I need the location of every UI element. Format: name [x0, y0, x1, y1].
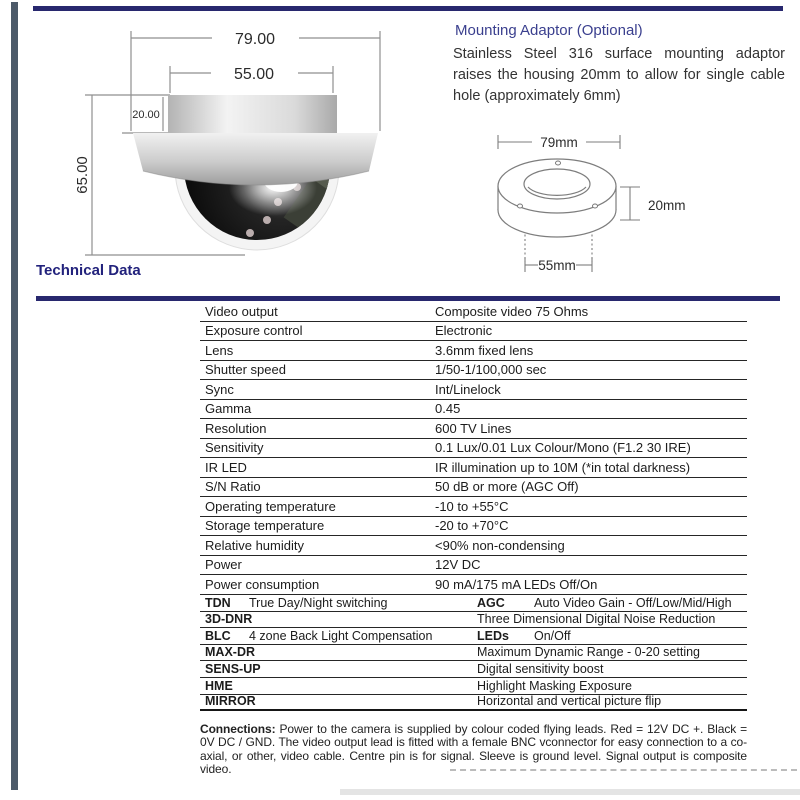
feature-desc: Digital sensitivity boost — [477, 661, 604, 676]
feat-right — [472, 694, 747, 709]
spec-row — [200, 341, 747, 361]
camera-dim-55: 55.00 — [233, 66, 275, 83]
specs-table — [200, 302, 747, 595]
feat-right — [472, 596, 747, 611]
spec-row — [200, 517, 747, 537]
camera-dim-65: 65.00 — [74, 156, 91, 194]
adaptor-dimension-diagram — [452, 122, 712, 287]
technical-data-divider-rule — [36, 296, 780, 301]
spec-row — [200, 575, 747, 595]
spec-row — [200, 419, 747, 439]
camera-dimension-diagram — [60, 18, 400, 268]
feature-row — [200, 612, 747, 629]
spec-row — [200, 556, 747, 576]
spec-row — [200, 400, 747, 420]
left-accent-bar — [11, 2, 18, 790]
top-divider-rule — [33, 6, 783, 11]
spec-row — [200, 497, 747, 517]
feature-abbr: LEDs — [477, 628, 509, 643]
spec-value: 600 TV Lines — [435, 420, 512, 436]
spec-row — [200, 536, 747, 556]
spec-label: Storage temperature — [205, 518, 325, 533]
feature-abbr: SENS-UP — [205, 661, 261, 676]
feature-desc: Highlight Masking Exposure — [477, 678, 632, 693]
feat-left — [200, 612, 472, 627]
spec-label: Shutter speed — [205, 362, 286, 377]
feature-row — [200, 628, 747, 645]
spec-label: Resolution — [205, 420, 267, 436]
feature-desc: 4 zone Back Light Compensation — [249, 628, 433, 643]
spec-row — [200, 458, 747, 478]
spec-label: Power — [205, 557, 242, 572]
feature-abbr: AGC — [477, 595, 505, 610]
feature-row — [200, 678, 747, 695]
spec-value: 1/50-1/100,000 sec — [435, 362, 547, 377]
feature-desc: Maximum Dynamic Range - 0-20 setting — [477, 645, 700, 660]
feat-right — [472, 662, 747, 677]
mounting-adaptor-description: Stainless Steel 316 surface mounting adaptor raises the housing 20mm to allow for single cable hole (approximately 6mm) — [453, 46, 785, 105]
adaptor-dim-20mm: 20mm — [648, 198, 686, 213]
feat-left — [200, 694, 472, 709]
spec-label: Sync — [205, 381, 234, 397]
feature-abbr: HME — [205, 678, 233, 693]
spec-label: Relative humidity — [205, 537, 304, 553]
spec-value: -10 to +55°C — [435, 498, 509, 514]
features-table — [200, 595, 747, 711]
spec-value: 0.1 Lux/0.01 Lux Colour/Mono (F1.2 30 IRE) — [435, 440, 691, 455]
feature-desc: Auto Video Gain - Off/Low/Mid/High — [534, 595, 732, 610]
feature-row — [200, 695, 747, 712]
spec-label: Gamma — [205, 401, 252, 416]
adaptor-ring — [498, 159, 616, 237]
feature-desc: True Day/Night switching — [249, 595, 388, 610]
scan-artifact-bottom-line — [340, 789, 800, 795]
feature-abbr: MAX-DR — [205, 645, 255, 660]
spec-label: Exposure control — [205, 323, 303, 338]
spec-label: Video output — [205, 303, 278, 319]
spec-label: Operating temperature — [205, 498, 336, 514]
feature-row — [200, 645, 747, 662]
connections-label: Connections: — [200, 722, 276, 736]
mounting-adaptor-title: Mounting Adaptor (Optional) — [455, 22, 643, 39]
camera-body — [133, 95, 378, 250]
feature-row — [200, 595, 747, 612]
spec-label: Sensitivity — [205, 440, 264, 455]
spec-row — [200, 361, 747, 381]
feat-right — [472, 629, 747, 644]
feat-left — [200, 596, 472, 611]
feature-abbr: MIRROR — [205, 694, 256, 709]
spec-label: IR LED — [205, 459, 247, 475]
feature-abbr: BLC — [205, 628, 231, 643]
spec-value: Int/Linelock — [435, 381, 501, 397]
feature-abbr: 3D-DNR — [205, 612, 253, 627]
spec-row — [200, 478, 747, 498]
feature-desc: Three Dimensional Digital Noise Reduction — [477, 612, 716, 627]
spec-row — [200, 439, 747, 459]
spec-value: <90% non-condensing — [435, 537, 565, 553]
connections-text: Power to the camera is supplied by colour coded flying leads. Red = 12V DC +. Black = 0V DC / GND. The video output lead is fitted with a female BNC vconnector for easy connection to a co-axial, or other, video cable. Centre pin is for signal. Sleeve is ground level. Signal output is composite video. — [200, 722, 748, 777]
spec-row — [200, 302, 747, 322]
feat-left — [200, 662, 472, 677]
spec-row — [200, 380, 747, 400]
adaptor-dim-79mm: 79mm — [540, 135, 578, 150]
spec-value: IR illumination up to 10M (*in total darkness) — [435, 459, 691, 475]
spec-value: Composite video 75 Ohms — [435, 303, 589, 319]
feature-row — [200, 661, 747, 678]
feat-right — [472, 679, 747, 694]
camera-dim-20: 20.00 — [132, 109, 160, 121]
spec-value: Electronic — [435, 323, 493, 338]
feat-left — [200, 645, 472, 660]
feat-left — [200, 629, 472, 644]
camera-dim-79: 79.00 — [234, 31, 276, 48]
spec-value: 90 mA/175 mA LEDs Off/On — [435, 576, 598, 592]
adaptor-dim-55mm: 55mm — [538, 258, 576, 273]
feature-desc: Horizontal and vertical picture flip — [477, 694, 662, 709]
technical-data-title: Technical Data — [36, 262, 141, 279]
spec-value: 50 dB or more (AGC Off) — [435, 479, 579, 494]
scan-artifact-dashed-line — [450, 769, 797, 771]
feature-abbr: TDN — [205, 595, 231, 610]
spec-row — [200, 322, 747, 342]
spec-value: 12V DC — [435, 557, 481, 572]
spec-label: S/N Ratio — [205, 479, 261, 494]
feat-right — [472, 612, 747, 627]
spec-label: Power consumption — [205, 576, 320, 592]
feature-desc: On/Off — [534, 628, 571, 643]
feat-left — [200, 679, 472, 694]
spec-label: Lens — [205, 342, 234, 358]
feat-right — [472, 645, 747, 660]
spec-value: 3.6mm fixed lens — [435, 342, 534, 358]
spec-value: 0.45 — [435, 401, 461, 416]
spec-value: -20 to +70°C — [435, 518, 509, 533]
